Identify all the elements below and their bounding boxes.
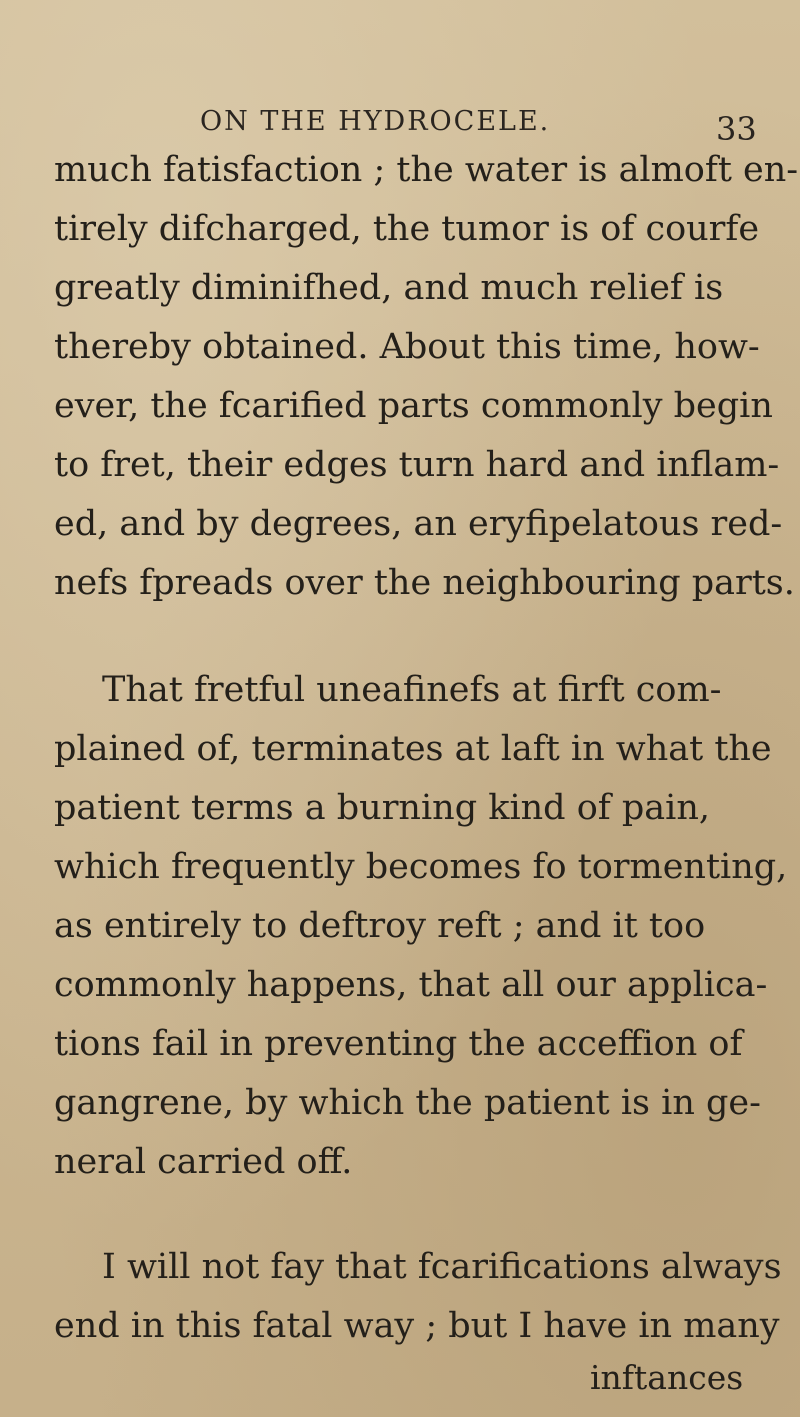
text-line: patient terms a burning kind of pain, [54,788,710,828]
text-line: which frequently becomes fo tormenting, [54,847,788,887]
page-number: 33 [716,110,757,148]
text-line: gangrene, by which the patient is in ge- [54,1083,761,1123]
text-line: thereby obtained. About this time, how- [54,327,760,367]
text-line: ed, and by degrees, an eryfipelatous red- [54,504,783,544]
text-line: ever, the fcarified parts commonly begin [54,386,773,426]
text-line: much fatisfaction ; the water is almoft en- [54,150,799,190]
text-line: commonly happens, that all our applica- [54,965,768,1005]
text-line: tions fail in preventing the acceffion of [54,1024,743,1064]
text-line: to fret, their edges turn hard and inflam- [54,445,780,485]
text-line: plained of, terminates at laft in what the [54,729,772,769]
running-head: ON THE HYDROCELE. [200,106,551,137]
text-line: nefs fpreads over the neighbouring parts. [54,563,795,603]
text-line: That fretful uneafinefs at firft com- [102,670,722,710]
text-line: as entirely to deftroy reft ; and it too [54,906,706,946]
text-line: tirely difcharged, the tumor is of courfe [54,209,760,249]
text-line: greatly diminifhed, and much relief is [54,268,724,308]
catchword: inftances [590,1358,744,1397]
text-line: I will not fay that fcarifications always [102,1247,782,1287]
text-line: neral carried off. [54,1142,353,1182]
text-line: end in this fatal way ; but I have in many [54,1306,780,1346]
